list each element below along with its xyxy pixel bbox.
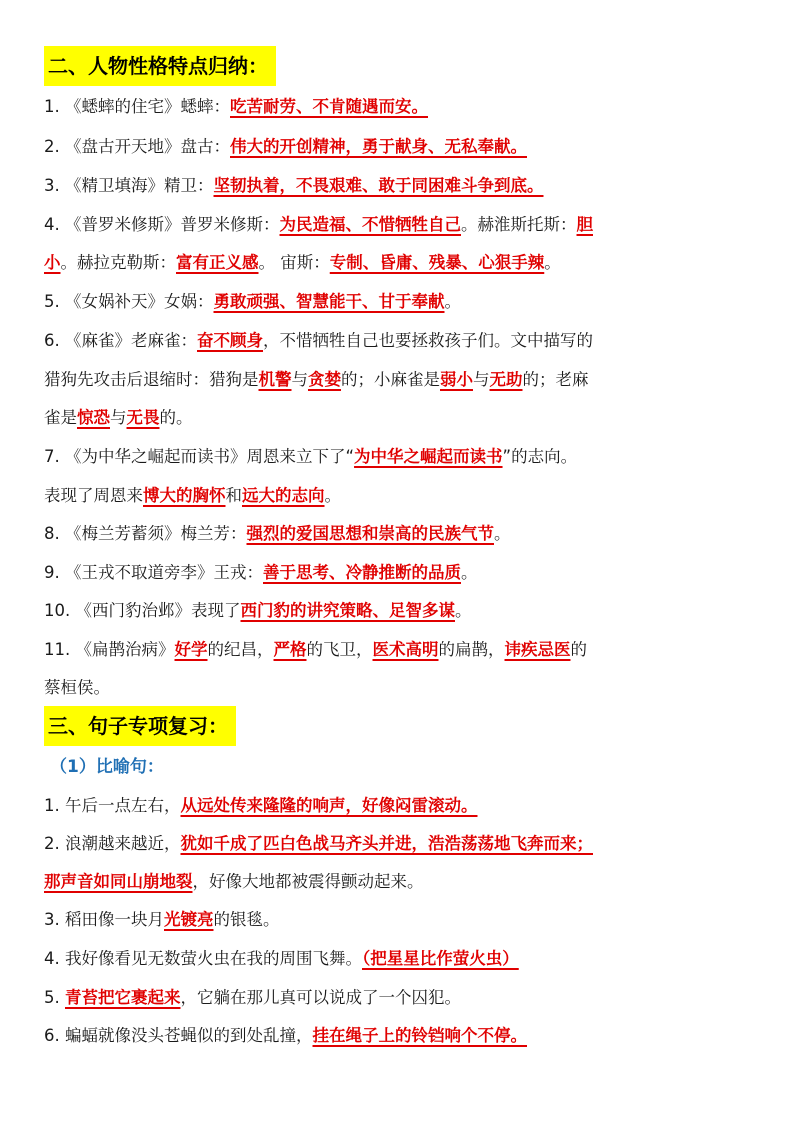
list-item [44, 558, 756, 588]
list-item-continuation [44, 867, 756, 897]
highlighted-answer: 富有正义感 [176, 253, 259, 272]
item-text: 的；老麻 [522, 370, 589, 389]
highlighted-answer: 惊恐 [77, 408, 110, 427]
item-text: 的。 [159, 408, 193, 427]
item-text: 与 [473, 370, 490, 389]
list-item [44, 210, 756, 240]
list-item-continuation [44, 248, 756, 278]
highlighted-answer: 严格 [273, 640, 307, 659]
item-text: 的银毯。 [213, 910, 280, 929]
list-item [44, 905, 756, 935]
highlighted-answer: 从远处传来隆隆的响声，好像闷雷滚动。 [180, 796, 478, 815]
item-text: ，好像大地都被震得颤动起来。 [192, 872, 424, 891]
item-text: 7. 《为中华之崛起而读书》周恩来立下了“ [44, 447, 355, 466]
section-heading-character-traits: 二、人物性格特点归纳： [44, 46, 276, 86]
item-text: 的飞卫， [306, 640, 373, 659]
item-text: 2. 浪潮越来越近， [44, 834, 181, 853]
item-text: 2. 《盘古开天地》盘古： [44, 137, 230, 156]
highlighted-answer: 强烈的爱国思想和崇高的民族气节 [246, 524, 494, 543]
item-text: ，它躺在那儿真可以说成了一个囚犯。 [180, 988, 461, 1007]
subheading-metaphor: （1）比喻句： [50, 757, 164, 777]
item-text: 猎狗先攻击后退缩时：猎狗是 [44, 370, 259, 389]
highlighted-answer: 善于思考、冷静推断的品质 [263, 563, 461, 582]
item-text: 5. 《女娲补天》女娲： [44, 292, 214, 311]
item-text: 3. 《精卫填海》精卫： [44, 176, 214, 195]
highlighted-answer: 好学 [174, 640, 208, 659]
highlighted-answer: 专制、昏庸、残暴、心狠手辣 [329, 253, 545, 272]
item-text: ”的志向。 [502, 447, 578, 466]
highlighted-answer: 坚韧执着，不畏艰难、敢于同困难斗争到底。 [213, 176, 544, 195]
item-text: 3. 稻田像一块月 [44, 910, 164, 929]
list-item [44, 1021, 756, 1051]
highlighted-answer: 无助 [489, 370, 523, 389]
highlighted-answer: 医术高明 [372, 640, 439, 659]
item-text: 6. 蝙蝠就像没头苍蝇似的到处乱撞， [44, 1026, 313, 1045]
highlighted-answer: 犹如千成了匹白色战马齐头并进，浩浩荡荡地飞奔而来； [180, 834, 593, 853]
item-text: 。 [324, 486, 341, 505]
highlighted-answer: 机警 [258, 370, 292, 389]
item-text: 与 [110, 408, 127, 427]
item-text: 。 宙斯： [258, 253, 330, 272]
item-text: 8. 《梅兰芳蓄须》梅兰芳： [44, 524, 247, 543]
highlighted-answer: 那声音如同山崩地裂 [44, 872, 193, 891]
list-item [44, 287, 756, 317]
list-item [44, 944, 756, 974]
list-item [44, 92, 756, 122]
item-text: 表现了周恩来 [44, 486, 143, 505]
section-heading-sentence-review: 三、句子专项复习： [44, 706, 236, 746]
highlighted-answer: 伟大的开创精神，勇于献身、无私奉献。 [230, 137, 527, 156]
item-text: 1. 午后一点左右， [44, 796, 181, 815]
list-item [44, 132, 756, 162]
highlighted-answer: 挂在绳子上的铃铛响个不停。 [312, 1026, 527, 1045]
item-text: 11. 《扁鹊治病》 [44, 640, 175, 659]
highlighted-answer: 弱小 [440, 370, 473, 389]
highlighted-answer: 贪婪 [308, 370, 341, 389]
item-text: 9. 《王戎不取道旁李》王戎： [44, 563, 263, 582]
item-text: 4. 我好像看见无数萤火虫在我的周围飞舞。 [44, 949, 362, 968]
item-text: 的；小麻雀是 [341, 370, 440, 389]
highlighted-answer: 博大的胸怀 [143, 486, 226, 505]
list-item-continuation [44, 365, 756, 395]
item-text: 的扁鹊， [438, 640, 505, 659]
item-text: 。赫拉克勒斯： [60, 253, 176, 272]
item-text: 雀是 [44, 408, 77, 427]
highlighted-answer: 奋不顾身 [197, 331, 263, 350]
list-item [44, 829, 756, 859]
highlighted-answer: 远大的志向 [242, 486, 325, 505]
list-item [44, 442, 756, 472]
list-item-continuation [44, 673, 756, 703]
item-text: 和 [225, 486, 242, 505]
item-text: 10. 《西门豹治邺》表现了 [44, 601, 241, 620]
item-text: 6. 《麻雀》老麻雀： [44, 331, 197, 350]
item-text: 。 [461, 563, 478, 582]
list-item [44, 326, 756, 356]
item-text: 5. [44, 988, 65, 1007]
item-text: ，不惜牺牲自己也要拯救孩子们。文中描写的 [263, 331, 593, 350]
item-text: 。赫淮斯托斯： [461, 215, 577, 234]
item-text: 1. 《蟋蟀的住宅》蟋蟀： [44, 97, 230, 116]
item-text: 的 [570, 640, 587, 659]
highlighted-answer: 小 [44, 253, 61, 272]
highlighted-answer: 为民造福、不惜牺牲自己 [279, 215, 461, 234]
highlighted-answer: 西门豹的讲究策略、足智多谋 [240, 601, 455, 620]
item-text: 的纪昌， [207, 640, 274, 659]
item-text: 蔡桓侯。 [44, 678, 110, 697]
highlighted-answer: 光镀亮 [164, 910, 214, 929]
list-item [44, 983, 756, 1013]
list-item [44, 635, 756, 665]
list-item [44, 596, 756, 626]
list-item [44, 519, 756, 549]
highlighted-answer: （把星星比作萤火虫） [362, 949, 519, 968]
highlighted-answer: 为中华之崛起而读书 [354, 447, 503, 466]
item-text: 。 [455, 601, 472, 620]
highlighted-answer: 吃苦耐劳、不肯随遇而安。 [230, 97, 428, 116]
highlighted-answer: 勇敢顽强、智慧能干、甘于奉献 [213, 292, 445, 311]
highlighted-answer: 青苔把它裹起来 [65, 988, 181, 1007]
highlighted-answer: 胆 [576, 215, 593, 234]
list-item [44, 171, 756, 201]
item-text: 与 [291, 370, 308, 389]
list-item [44, 791, 756, 821]
item-text: 。 [444, 292, 461, 311]
item-text: 4. 《普罗米修斯》普罗米修斯： [44, 215, 280, 234]
highlighted-answer: 讳疾忌医 [504, 640, 571, 659]
list-item-continuation [44, 481, 756, 511]
item-text: 。 [494, 524, 511, 543]
highlighted-answer: 无畏 [126, 408, 160, 427]
item-text: 。 [544, 253, 561, 272]
list-item-continuation [44, 403, 756, 433]
